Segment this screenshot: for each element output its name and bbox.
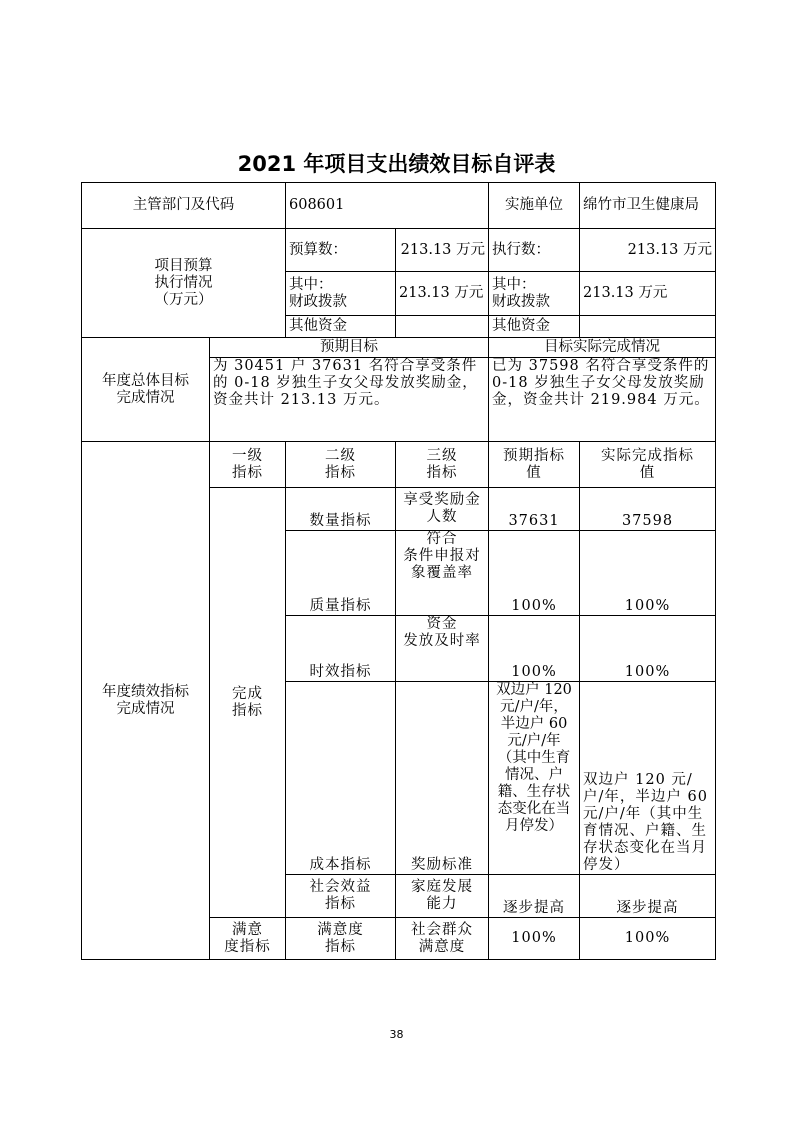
- level3-cell: 奖励标准: [396, 682, 489, 875]
- indicator-section-label: 年度绩效指标 完成情况: [82, 442, 210, 960]
- expected-value: 100%: [489, 531, 580, 616]
- expected-value: 100%: [489, 918, 580, 960]
- actual-value: 100%: [580, 531, 716, 616]
- level2-cell: 时效指标: [286, 616, 396, 682]
- header-level1: 一级 指标: [210, 442, 286, 488]
- level2-cell: 数量指标: [286, 488, 396, 531]
- expected-goal-header: 预期目标: [210, 338, 489, 358]
- expected-value: 逐步提高: [489, 875, 580, 918]
- actual-goal-text: 已为 37598 名符合享受条件的 0-18 岁独生子女父母发放奖励金，资金共计 219.984 万元。: [489, 358, 716, 442]
- fin-budget-value: 213.13 万元: [396, 272, 489, 316]
- actual-value: 逐步提高: [580, 875, 716, 918]
- performance-table: [81, 182, 716, 960]
- other-exec-label: 其他资金: [489, 316, 580, 338]
- budget-amount-label: 预算数：: [286, 229, 396, 272]
- satisfaction-indicator-label: 满意 度指标: [210, 918, 286, 960]
- dept-label: 主管部门及代码: [82, 183, 286, 229]
- fin-exec-value: 213.13 万元: [580, 272, 716, 316]
- actual-value: 100%: [580, 616, 716, 682]
- level3-cell: 享受奖励金人数: [396, 488, 489, 531]
- actual-value: 双边户 120 元/户/年，半边户 60 元/户/年（其中生育情况、户籍、生存状态变化在当月停发）: [580, 682, 716, 875]
- expected-value: 37631: [489, 488, 580, 531]
- header-actual: 实际完成指标 值: [580, 442, 716, 488]
- expected-goal-text: 为 30451 户 37631 名符合享受条件的 0-18 岁独生子女父母发放奖励金，资金共计 213.13 万元。: [210, 358, 489, 442]
- dept-code: 608601: [286, 183, 489, 229]
- actual-goal-header: 目标实际完成情况: [489, 338, 716, 358]
- other-budget-value: [396, 316, 489, 338]
- other-budget-label: 其他资金: [286, 316, 396, 338]
- other-exec-value: [580, 316, 716, 338]
- actual-value: 37598: [580, 488, 716, 531]
- actual-value: 100%: [580, 918, 716, 960]
- budget-label: 项目预算 执行情况 （万元）: [82, 229, 286, 338]
- exec-amount-value: 213.13 万元: [580, 229, 716, 272]
- budget-amount-value: 213.13 万元: [396, 229, 489, 272]
- header-level2: 二级 指标: [286, 442, 396, 488]
- unit-value: 绵竹市卫生健康局: [580, 183, 716, 229]
- level3-cell: 家庭发展 能力: [396, 875, 489, 918]
- level3-cell: 社会群众 满意度: [396, 918, 489, 960]
- page-title: 2021 年项目支出绩效目标自评表: [237, 152, 556, 176]
- level2-cell: 满意度 指标: [286, 918, 396, 960]
- page-number: 38: [389, 1028, 404, 1041]
- header-expected: 预期指标 值: [489, 442, 580, 488]
- completion-indicator-label: 完成 指标: [210, 488, 286, 918]
- level2-cell: 质量指标: [286, 531, 396, 616]
- unit-label: 实施单位: [489, 183, 580, 229]
- level2-cell: 社会效益 指标: [286, 875, 396, 918]
- level3-cell: 符合 条件申报对象覆盖率: [396, 531, 489, 616]
- annual-goal-label: 年度总体目标 完成情况: [82, 338, 210, 442]
- level2-cell: 成本指标: [286, 682, 396, 875]
- exec-amount-label: 执行数：: [489, 229, 580, 272]
- header-level3: 三级 指标: [396, 442, 489, 488]
- fin-budget-label: 其中： 财政拨款: [286, 272, 396, 316]
- level3-cell: 资金 发放及时率: [396, 616, 489, 682]
- expected-value: 双边户 120 元/户/年， 半边户 60 元/户/年 （其中生育情况、户籍、生存状态变化在当月停发）: [489, 682, 580, 875]
- fin-exec-label: 其中： 财政拨款: [489, 272, 580, 316]
- expected-value: 100%: [489, 616, 580, 682]
